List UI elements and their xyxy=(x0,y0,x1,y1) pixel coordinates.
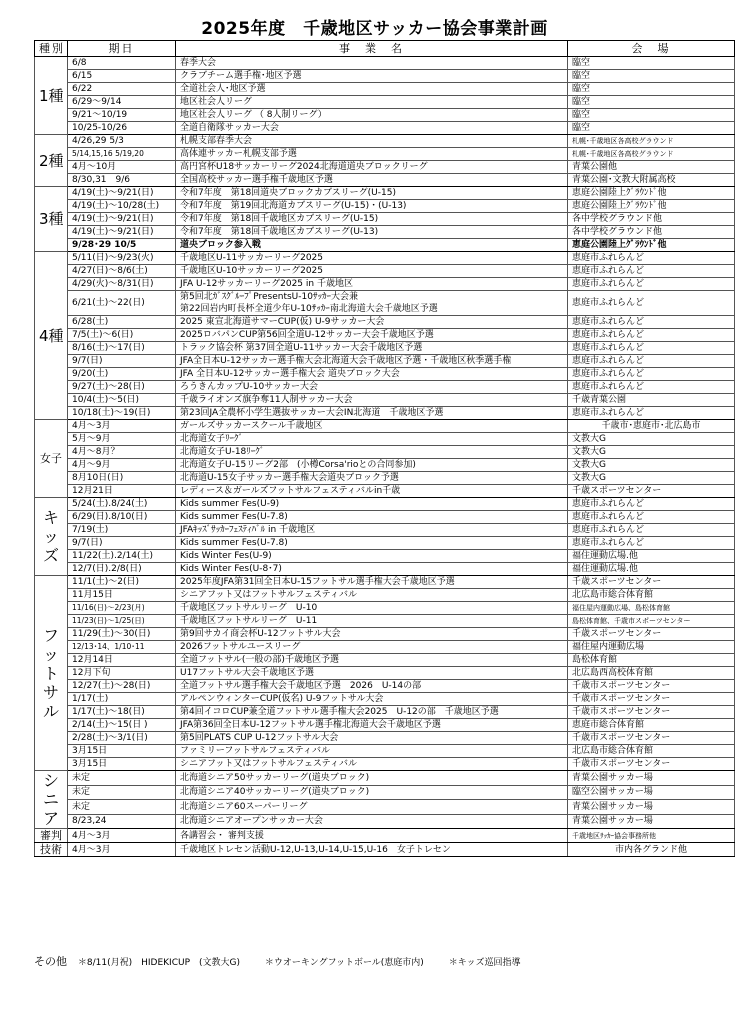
table-row xyxy=(35,446,735,459)
event-cell: 全道社会人･地区予選 xyxy=(176,83,568,96)
event-cell: ガールズサッカースクール千歳地区 xyxy=(176,420,568,433)
table-row xyxy=(35,278,735,291)
date-cell: 6/29～9/14 xyxy=(68,96,176,109)
event-cell xyxy=(176,291,568,316)
venue-cell: 福住運動広場.他 xyxy=(568,563,735,576)
venue-cell: 青葉公園サッカー場 xyxy=(568,771,735,786)
event-cell: 北海道シニア50サッカーリーグ(道央ブロック) xyxy=(176,771,568,786)
event-cell: 高体連サッカー札幌支部予選 xyxy=(176,148,568,161)
table-row xyxy=(35,628,735,641)
event-cell: 春季大会 xyxy=(176,57,568,70)
table-row xyxy=(35,161,735,174)
date-cell: 12月下旬 xyxy=(68,667,176,680)
category-cell xyxy=(35,576,68,771)
event-cell: 北海道シニア60スーパーリーグ xyxy=(176,800,568,815)
table-row xyxy=(35,745,735,758)
table-row xyxy=(35,433,735,446)
table-row xyxy=(35,239,735,252)
table-row xyxy=(35,829,735,843)
table-row xyxy=(35,706,735,719)
table-row xyxy=(35,316,735,329)
venue-cell: 札幌･千歳地区各高校グラウンド xyxy=(568,135,735,148)
date-cell: 6/22 xyxy=(68,83,176,96)
venue-cell: 北広島西高校体育館 xyxy=(568,667,735,680)
table-row xyxy=(35,732,735,745)
table-row xyxy=(35,537,735,550)
venue-cell: 臨空公園サッカー場 xyxy=(568,785,735,800)
date-cell: 12月21日 xyxy=(68,485,176,498)
venue-cell: 青葉公園･文教大附属高校 xyxy=(568,174,735,187)
event-cell: 令和7年度 第18回千歳地区カブスリーグ(U-15) xyxy=(176,213,568,226)
venue-cell: 臨空 xyxy=(568,109,735,122)
date-cell: 4月～3月 xyxy=(68,843,176,857)
date-cell: 11/16(日)～2/23(月) xyxy=(68,602,176,615)
table-row xyxy=(35,785,735,800)
date-cell: 8/16(土)～17(日) xyxy=(68,342,176,355)
date-cell: 6/15 xyxy=(68,70,176,83)
category-label: 1種 xyxy=(39,86,64,105)
venue-cell: 各中学校グラウンド他 xyxy=(568,226,735,239)
table-row xyxy=(35,472,735,485)
venue-cell: 島松体育館 xyxy=(568,654,735,667)
event-cell: トラック協会杯 第37回全道U-11サッカー大会千歳地区予選 xyxy=(176,342,568,355)
date-cell: 11/29(土)～30(日) xyxy=(68,628,176,641)
table-row xyxy=(35,70,735,83)
date-cell: 1/17(土) xyxy=(68,693,176,706)
date-cell: 8/30,31 9/6 xyxy=(68,174,176,187)
venue-cell: 臨空 xyxy=(568,57,735,70)
event-cell: 北海道シニアオープンサッカー大会 xyxy=(176,814,568,829)
table-row xyxy=(35,485,735,498)
category-cell xyxy=(35,843,68,857)
event-cell: Kids Winter Fes(U-8･7) xyxy=(176,563,568,576)
table-row xyxy=(35,693,735,706)
category-label: 審判 xyxy=(40,829,62,842)
event-cell: 2025 東宣北海道サマーCUP(仮) U-9サッカー大会 xyxy=(176,316,568,329)
footer-note: ＊8/11(月祝) HIDEKICUP (文教大G) xyxy=(77,958,240,968)
venue-cell: 北広島市総合体育館 xyxy=(568,745,735,758)
event-cell: 第4回イコロCUP兼全道フットサル選手権大会2025 U-12の部 千歳地区予選 xyxy=(176,706,568,719)
event-cell: 道央ブロック参入戦 xyxy=(176,239,568,252)
date-cell: 2/14(土)～15(日 ) xyxy=(68,719,176,732)
table-row xyxy=(35,459,735,472)
event-cell: 2025年度JFA第31回全日本U-15フットサル選手権大会千歳地区予選 xyxy=(176,576,568,589)
venue-cell: 青葉公園他 xyxy=(568,161,735,174)
table-row xyxy=(35,83,735,96)
event-cell: 北海道女子U-15リーグ2部 (小樽Corsa'rioとの合同参加) xyxy=(176,459,568,472)
venue-cell: 臨空 xyxy=(568,122,735,135)
page-title: 2025年度 千歳地区サッカー協会事業計画 xyxy=(201,19,548,39)
venue-cell: 千歳市･恵庭市･北広島市 xyxy=(568,420,735,433)
event-cell: JFA全日本U-12サッカー選手権大会北海道大会千歳地区予選・千歳地区秋季選手権 xyxy=(176,355,568,368)
venue-cell: 千歳青葉公園 xyxy=(568,394,735,407)
venue-cell: 恵庭市ふれらんど xyxy=(568,265,735,278)
date-cell: 9/7(日) xyxy=(68,537,176,550)
table-row xyxy=(35,329,735,342)
event-cell: シニアフット又はフットサルフェスティバル xyxy=(176,589,568,602)
venue-cell: 千歳スポーツセンター xyxy=(568,576,735,589)
date-cell: 4/26,29 5/3 xyxy=(68,135,176,148)
event-cell: U17フットサル大会千歳地区予選 xyxy=(176,667,568,680)
category-cell xyxy=(35,771,68,829)
date-cell: 4月～3月 xyxy=(68,420,176,433)
date-cell: 3月15日 xyxy=(68,745,176,758)
venue-cell: 恵庭市ふれらんど xyxy=(568,252,735,265)
date-cell: 11月15日 xyxy=(68,589,176,602)
schedule-body xyxy=(35,57,735,857)
venue-cell: 文教大G xyxy=(568,459,735,472)
table-row xyxy=(35,800,735,815)
date-cell: 4/19(土)～10/28(土) xyxy=(68,200,176,213)
venue-cell: 恵庭市ふれらんど xyxy=(568,316,735,329)
venue-cell: 市内各グランド他 xyxy=(568,843,735,857)
event-cell: 令和7年度 第18回千歳地区カブスリーグ(U-13) xyxy=(176,226,568,239)
table-row xyxy=(35,511,735,524)
footer-note: ＊ウオーキングフットボール(恵庭市内) xyxy=(264,958,424,968)
venue-cell: 島松体育館、千歳市スポーツセンター xyxy=(568,615,735,628)
category-label: シニア xyxy=(43,771,60,828)
date-cell: 12/7(日).2/8(日) xyxy=(68,563,176,576)
event-cell: 全国高校サッカー選手権千歳地区予選 xyxy=(176,174,568,187)
venue-cell: 恵庭市ふれらんど xyxy=(568,407,735,420)
venue-cell: 千歳スポーツセンター xyxy=(568,628,735,641)
table-row xyxy=(35,615,735,628)
venue-cell: 恵庭市ふれらんど xyxy=(568,368,735,381)
date-cell: 4/19(土)～9/21(日) xyxy=(68,226,176,239)
date-cell: 未定 xyxy=(68,800,176,815)
venue-cell: 千歳市スポーツセンター xyxy=(568,732,735,745)
date-cell: 12月14日 xyxy=(68,654,176,667)
table-row xyxy=(35,252,735,265)
category-label: 2種 xyxy=(39,151,64,170)
event-cell: 千歳地区U-10サッカーリーグ2025 xyxy=(176,265,568,278)
event-cell: ファミリーフットサルフェスティバル xyxy=(176,745,568,758)
event-cell: JFA第36回全日本U-12フットサル選手権北海道大会千歳地区予選 xyxy=(176,719,568,732)
date-cell: 12/13･14、1/10･11 xyxy=(68,641,176,654)
table-row xyxy=(35,148,735,161)
table-row xyxy=(35,498,735,511)
table-row xyxy=(35,57,735,70)
category-label: 4種 xyxy=(39,326,64,345)
date-cell: 9/28･29 10/5 xyxy=(68,239,176,252)
venue-cell: 千歳市スポーツセンター xyxy=(568,680,735,693)
event-cell: 全道自衛隊サッカー大会 xyxy=(176,122,568,135)
table-row xyxy=(35,368,735,381)
category-label: フットサル xyxy=(43,625,60,721)
event-cell: アルペンウィンターCUP(仮名) U-9フットサル大会 xyxy=(176,693,568,706)
table-row xyxy=(35,265,735,278)
date-cell: 4月～3月 xyxy=(68,829,176,843)
date-cell: 9/21～10/19 xyxy=(68,109,176,122)
event-cell: 北海道女子U-18ﾘｰｸﾞ xyxy=(176,446,568,459)
date-cell: 6/29(日).8/10(日) xyxy=(68,511,176,524)
date-cell: 4/19(土)～9/21(日) xyxy=(68,187,176,200)
venue-cell: 恵庭市ふれらんど xyxy=(568,524,735,537)
date-cell: 5/24(土).8/24(土) xyxy=(68,498,176,511)
venue-cell: 福住運動広場.他 xyxy=(568,550,735,563)
header-category: 種別 xyxy=(35,41,68,57)
date-cell: 1/17(土)～18(日) xyxy=(68,706,176,719)
table-row xyxy=(35,122,735,135)
date-cell: 4月～9月 xyxy=(68,459,176,472)
header-date: 期日 xyxy=(68,41,176,57)
event-line: 第5回北ｶﾞｽｸﾞﾙｰﾌﾟPresentsU-10ｻｯｶｰ大会兼 xyxy=(180,292,358,302)
table-row xyxy=(35,814,735,829)
date-cell: 5月～9月 xyxy=(68,433,176,446)
footer-note: ＊キッズ巡回指導 xyxy=(448,958,521,968)
event-cell: JFA 全日本U-12サッカー選手権大会 道央ブロック大会 xyxy=(176,368,568,381)
venue-cell: 千歳地区ｻｯｶｰ協会事務所他 xyxy=(568,829,735,843)
event-cell: 札幌支部春季大会 xyxy=(176,135,568,148)
category-label: キッズ xyxy=(43,508,60,565)
date-cell: 2/28(土)～3/1(日) xyxy=(68,732,176,745)
category-cell xyxy=(35,252,68,420)
event-cell: 千歳ライオンズ旗争奪11人制サッカー大会 xyxy=(176,394,568,407)
event-cell: JFAｷｯｽﾞｻｯｶｰﾌｪｽﾃｨﾊﾞﾙ in 千歳地区 xyxy=(176,524,568,537)
venue-cell: 各中学校グラウンド他 xyxy=(568,213,735,226)
event-cell: クラブチーム選手権･地区予選 xyxy=(176,70,568,83)
category-label: 女子 xyxy=(40,451,62,465)
schedule-table xyxy=(34,40,735,857)
date-cell: 10/4(土)～5(日) xyxy=(68,394,176,407)
footer-label: その他 xyxy=(34,955,67,968)
event-cell: 令和7年度 第18回道央ブロックカブスリーグ(U-15) xyxy=(176,187,568,200)
table-row xyxy=(35,589,735,602)
date-cell: 7/19(土) xyxy=(68,524,176,537)
event-cell: 令和7年度 第19回北海道カブスリーグ(U-15)・(U-13) xyxy=(176,200,568,213)
table-row xyxy=(35,407,735,420)
event-cell: Kids summer Fes(U-7.8) xyxy=(176,511,568,524)
category-cell xyxy=(35,187,68,252)
table-row xyxy=(35,563,735,576)
venue-cell: 青葉公園サッカー場 xyxy=(568,800,735,815)
table-row xyxy=(35,200,735,213)
table-row xyxy=(35,550,735,563)
event-line: 第22回岩内町長杯全道少年U-10ｻｯｶｰ南北海道大会千歳地区予選 xyxy=(180,304,438,314)
event-cell: 千歳地区U-11サッカーリーグ2025 xyxy=(176,252,568,265)
table-row xyxy=(35,641,735,654)
venue-cell: 恵庭市ふれらんど xyxy=(568,329,735,342)
table-row xyxy=(35,654,735,667)
table-row xyxy=(35,226,735,239)
date-cell: 12/27(土)～28(日) xyxy=(68,680,176,693)
date-cell: 未定 xyxy=(68,785,176,800)
table-row xyxy=(35,667,735,680)
table-row xyxy=(35,771,735,786)
table-row xyxy=(35,291,735,316)
event-cell: 高円宮杯U18サッカーリーグ2024北海道道央ブロックリーグ xyxy=(176,161,568,174)
venue-cell: 恵庭公園陸上ｸﾞﾗｳﾝﾄﾞ他 xyxy=(568,200,735,213)
venue-cell: 恵庭公園陸上ｸﾞﾗｳﾝﾄﾞ他 xyxy=(568,239,735,252)
event-cell: 2025ロバパンCUP第56回全道U-12サッカー大会千歳地区予選 xyxy=(176,329,568,342)
venue-cell: 千歳市スポーツセンター xyxy=(568,693,735,706)
date-cell: 4月～8月？ xyxy=(68,446,176,459)
date-cell: 11/22(土).2/14(土) xyxy=(68,550,176,563)
date-cell: 5/11(日)～9/23(火) xyxy=(68,252,176,265)
venue-cell: 北広島市総合体育館 xyxy=(568,589,735,602)
venue-cell: 恵庭市ふれらんど xyxy=(568,498,735,511)
category-label: 技術 xyxy=(40,843,62,856)
event-cell: 北海道シニア40サッカーリーグ(道央ブロック) xyxy=(176,785,568,800)
date-cell: 4/27(日)～8/6(土) xyxy=(68,265,176,278)
category-cell xyxy=(35,57,68,135)
venue-cell: 恵庭市ふれらんど xyxy=(568,355,735,368)
event-cell: Kids Winter Fes(U-9) xyxy=(176,550,568,563)
table-row xyxy=(35,843,735,857)
venue-cell: 恵庭市総合体育館 xyxy=(568,719,735,732)
event-cell: 各講習会・ 審判支援 xyxy=(176,829,568,843)
category-cell xyxy=(35,135,68,187)
event-cell: 北海道U-15女子サッカー選手権大会道央ブロック予選 xyxy=(176,472,568,485)
table-row xyxy=(35,342,735,355)
venue-cell: 文教大G xyxy=(568,472,735,485)
table-row xyxy=(35,394,735,407)
event-cell: 地区社会人リーグ xyxy=(176,96,568,109)
venue-cell: 恵庭市ふれらんど xyxy=(568,511,735,524)
date-cell: 3月15日 xyxy=(68,758,176,771)
date-cell: 8/23,24 xyxy=(68,814,176,829)
table-row xyxy=(35,719,735,732)
event-cell: 北海道女子ﾘｰｸﾞ xyxy=(176,433,568,446)
venue-cell: 福住屋内運動広場 xyxy=(568,641,735,654)
venue-cell: 福住屋内運動広場、島松体育館 xyxy=(568,602,735,615)
venue-cell: 青葉公園サッカー場 xyxy=(568,814,735,829)
table-row xyxy=(35,96,735,109)
event-cell: 千歳地区トレセン活動U-12,U-13,U-14,U-15,U-16 女子トレセン xyxy=(176,843,568,857)
date-cell: 9/20(土) xyxy=(68,368,176,381)
venue-cell: 臨空 xyxy=(568,83,735,96)
event-cell: 第9回サカイ商会杯U-12フットサル大会 xyxy=(176,628,568,641)
date-cell: 9/7(日) xyxy=(68,355,176,368)
header-event: 事 業 名 xyxy=(176,41,568,57)
table-row xyxy=(35,680,735,693)
event-cell: 地区社会人リーグ （ 8人制リーグ） xyxy=(176,109,568,122)
date-cell: 9/27(土)～28(日) xyxy=(68,381,176,394)
date-cell: 11/23(日)～1/25(日) xyxy=(68,615,176,628)
date-cell: 未定 xyxy=(68,771,176,786)
venue-cell: 千歳スポーツセンター xyxy=(568,485,735,498)
table-header-row xyxy=(35,41,735,57)
table-row xyxy=(35,420,735,433)
event-cell: 第23回JA全農杯小学生選抜サッカー大会IN北海道 千歳地区予選 xyxy=(176,407,568,420)
event-cell: レディース＆ガールズフットサルフェスティバルin千歳 xyxy=(176,485,568,498)
event-cell: 全道フットサル(一般の部)千歳地区予選 xyxy=(176,654,568,667)
venue-cell: 文教大G xyxy=(568,433,735,446)
table-row xyxy=(35,758,735,771)
date-cell: 10/25-10/26 xyxy=(68,122,176,135)
table-row xyxy=(35,602,735,615)
event-cell: 千歳地区フットサルリーグ U-11 xyxy=(176,615,568,628)
venue-cell: 恵庭市ふれらんど xyxy=(568,291,735,316)
venue-cell: 恵庭市ふれらんど xyxy=(568,342,735,355)
date-cell: 6/28(土) xyxy=(68,316,176,329)
date-cell: 5/14,15,16 5/19,20 xyxy=(68,148,176,161)
event-cell: ろうきんカップU-10サッカー大会 xyxy=(176,381,568,394)
table-row xyxy=(35,524,735,537)
venue-cell: 恵庭市ふれらんど xyxy=(568,278,735,291)
category-label: 3種 xyxy=(39,210,64,228)
event-cell: シニアフット又はフットサルフェスティバル xyxy=(176,758,568,771)
table-row xyxy=(35,109,735,122)
venue-cell: 恵庭市ふれらんど xyxy=(568,381,735,394)
date-cell: 11/1(土)～2(日) xyxy=(68,576,176,589)
venue-cell: 文教大G xyxy=(568,446,735,459)
table-row xyxy=(35,355,735,368)
table-row xyxy=(35,213,735,226)
date-cell: 4月～10月 xyxy=(68,161,176,174)
event-cell: JFA U-12サッカーリーグ2025 in 千歳地区 xyxy=(176,278,568,291)
footer-notes xyxy=(34,953,543,969)
category-cell xyxy=(35,420,68,498)
date-cell: 7/5(土)～6(日) xyxy=(68,329,176,342)
event-cell: Kids summer Fes(U-7.8) xyxy=(176,537,568,550)
table-row xyxy=(35,174,735,187)
table-row xyxy=(35,135,735,148)
venue-cell: 恵庭公園陸上ｸﾞﾗｳﾝﾄﾞ他 xyxy=(568,187,735,200)
date-cell: 6/8 xyxy=(68,57,176,70)
date-cell: 10/18(土)～19(日) xyxy=(68,407,176,420)
category-cell xyxy=(35,498,68,576)
date-cell: 4/29(火)～8/31(日) xyxy=(68,278,176,291)
event-cell: 2026フットサルユースリーグ xyxy=(176,641,568,654)
venue-cell: 千歳市スポーツセンター xyxy=(568,706,735,719)
venue-cell: 臨空 xyxy=(568,96,735,109)
event-cell: 第5回PLATS CUP U-12フットサル大会 xyxy=(176,732,568,745)
venue-cell: 札幌･千歳地区各高校グラウンド xyxy=(568,148,735,161)
venue-cell: 千歳市スポーツセンター xyxy=(568,758,735,771)
header-venue: 会 場 xyxy=(568,41,735,57)
table-row xyxy=(35,187,735,200)
venue-cell: 臨空 xyxy=(568,70,735,83)
date-cell: 4/19(土)～9/21(日) xyxy=(68,213,176,226)
table-row xyxy=(35,576,735,589)
category-cell xyxy=(35,829,68,843)
date-cell: 6/21(土)～22(日) xyxy=(68,291,176,316)
venue-cell: 恵庭市ふれらんど xyxy=(568,537,735,550)
table-row xyxy=(35,381,735,394)
event-cell: Kids summer Fes(U-9) xyxy=(176,498,568,511)
date-cell: 8月10日(日) xyxy=(68,472,176,485)
event-cell: 全道フットサル選手権大会千歳地区予選 2026 U-14の部 xyxy=(176,680,568,693)
event-cell: 千歳地区フットサルリーグ U-10 xyxy=(176,602,568,615)
